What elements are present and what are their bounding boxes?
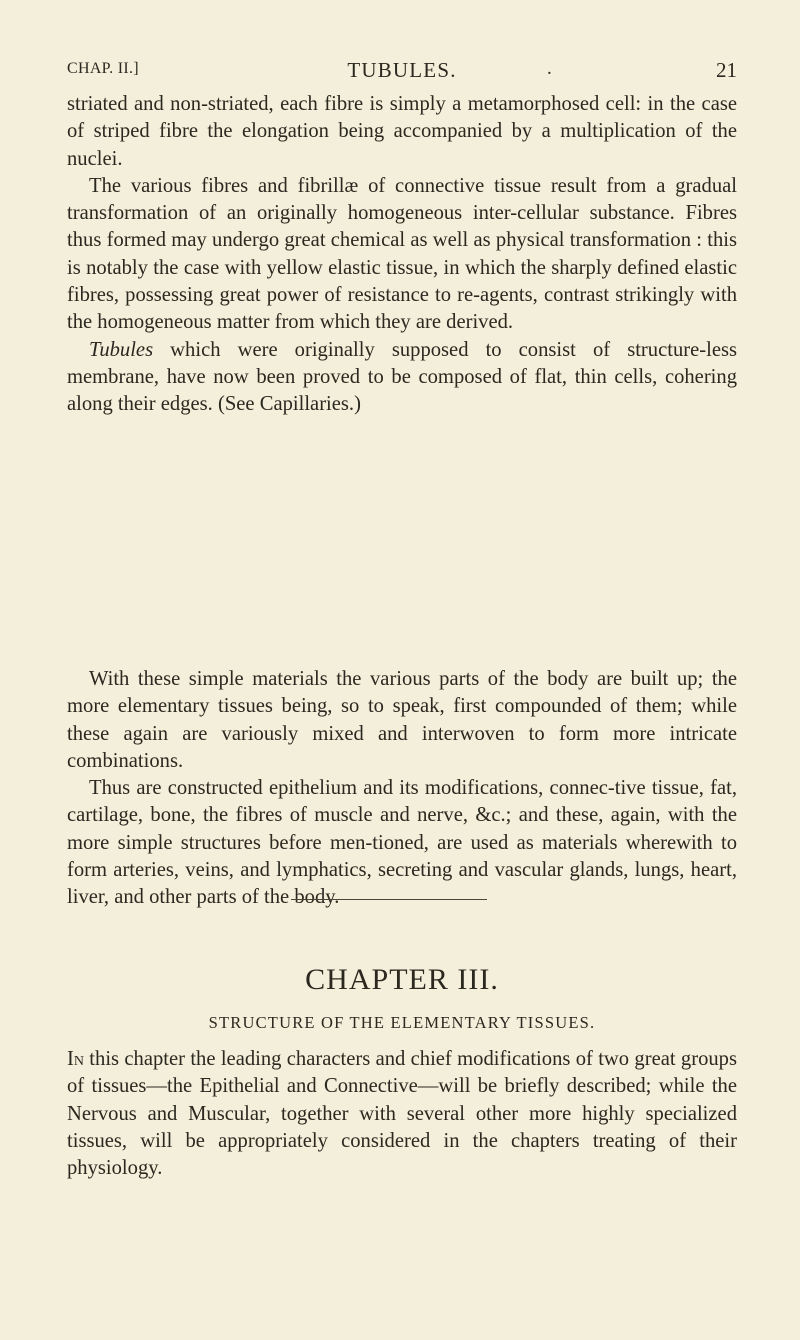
paragraph-simple-materials: With these simple materials the various parts of the body are built up; the more elementary tissues being, so to speak, first compounded of them; while these again are variously mixed and interwoven to form more intricate combinations. [67, 668, 737, 772]
section-divider-rule [291, 899, 487, 900]
running-head-dot: . [547, 58, 552, 79]
paragraph-connective-fibres: The various fibres and fibrillæ of connective tissue result from a gradual transformation of an originally homogeneous inter-cellular substance. Fibres thus formed may undergo great chemical as well as physical transformation : this is notably the case with yellow elastic tissue, in which the sharply defined elastic fibres, possessing great power of resistance to re-agents, contrast strikingly with the homogeneous matter from which they are derived. [67, 174, 737, 334]
text-block-chapter-intro [67, 1046, 737, 1182]
text-block-opening [67, 91, 737, 419]
paragraph-continued: striated and non-striated, each fibre is simply a metamorphosed cell: in the case of striped fibre the elongation being accompanied by a multiplication of the nuclei. [67, 93, 737, 170]
term-tubules: Tubules [89, 338, 154, 361]
running-head [67, 58, 737, 82]
paragraph-constructed-tissues: Thus are constructed epithelium and its modifications, connec-tive tissue, fat, cartilage, bone, the fibres of muscle and nerve, &c.; and these, again, with the more simple structures before men-tioned, are used as materials wherewith to form arteries, veins, and lymphatics, secreting and vascular glands, lungs, heart, liver, and other parts of the body. [67, 777, 737, 909]
chapter-subtitle: STRUCTURE OF THE ELEMENTARY TISSUES. [208, 1013, 596, 1032]
page-number: 21 [716, 58, 737, 82]
intro-lead-word: In [67, 1048, 84, 1070]
text-block-materials [67, 666, 737, 912]
intro-text: this chapter the leading characters and chief modifications of two great groups of tissues—the Epithelial and Connective—will be briefly described; while the Nervous and Muscular, together with several other more highly specialized tissues, will be appropriately considered in the chapters treating of their physiology. [67, 1048, 737, 1180]
running-head-chapter: CHAP. II.] [67, 60, 139, 77]
chapter-heading: CHAPTER III. [305, 963, 499, 996]
paragraph-chapter-intro [67, 1046, 737, 1182]
running-head-title: TUBULES. [347, 58, 457, 82]
paragraph-tubules-text: which were originally supposed to consist of structure-less membrane, have now been proved to be composed of flat, thin cells, cohering along their edges. (See Capillaries.) [67, 338, 737, 416]
paragraph-tubules [67, 337, 737, 419]
